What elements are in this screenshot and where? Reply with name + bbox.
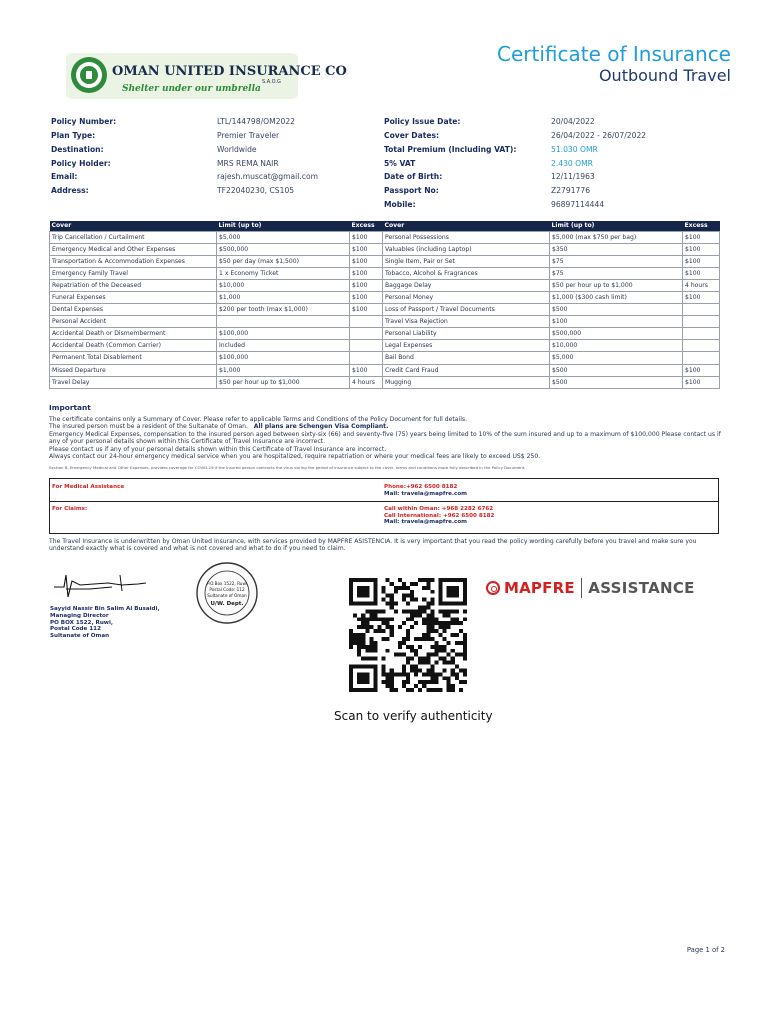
column-header: Limit (up to)	[217, 221, 350, 231]
address-value: TF22040230, CS105	[217, 186, 295, 195]
table-cell: $10,000	[217, 279, 350, 291]
stamp-line: P.O.Box 1522, Ruwi	[206, 581, 248, 586]
company-name: OMAN UNITED INSURANCE CO	[112, 64, 347, 79]
signer-postal-code: Postal Code 112	[50, 626, 101, 633]
assistance-box	[49, 478, 719, 534]
table-cell	[350, 352, 383, 364]
table-cell: Emergency Family Travel	[50, 267, 217, 279]
table-cell: Dental Expenses	[50, 304, 217, 316]
table-row	[50, 279, 720, 291]
claims-label: For Claims:	[52, 506, 88, 512]
table-cell: Transportation & Accommodation Expenses	[50, 255, 217, 267]
table-row	[50, 304, 720, 316]
signer-po-box: PO BOX 1522, Ruwi,	[50, 619, 114, 626]
table-cell	[683, 352, 720, 364]
important-line	[49, 423, 729, 430]
table-cell: Repatriation of the Deceased	[50, 279, 217, 291]
table-cell: $10,000	[550, 340, 683, 352]
column-header: Excess	[350, 221, 383, 231]
scan-to-verify-text: Scan to verify authenticity	[334, 709, 493, 723]
table-cell: Trip Cancellation / Curtailment	[50, 231, 217, 243]
table-cell: Mugging	[383, 376, 550, 388]
claims-mail-link[interactable]: Mail: travela@mapfre.com	[384, 519, 467, 526]
medical-mail-link[interactable]: Mail: travela@mapfre.com	[384, 490, 467, 497]
table-row	[50, 364, 720, 376]
cover-table	[49, 221, 720, 389]
total-premium-label: Total Premium (Including VAT):	[384, 145, 517, 154]
assistance-divider	[50, 501, 718, 502]
table-cell: $100,000	[217, 352, 350, 364]
column-header: Excess	[683, 221, 720, 231]
table-cell: $5,000	[550, 352, 683, 364]
table-cell	[217, 316, 350, 328]
table-cell: $100	[683, 376, 720, 388]
table-cell: $500	[550, 304, 683, 316]
claims-phone-intl: Call International: +962 6500 8182	[384, 512, 495, 519]
table-cell: $100,000	[217, 328, 350, 340]
logo-divider	[581, 578, 583, 598]
table-cell: 1 x Economy Ticket	[217, 267, 350, 279]
table-cell: $500	[550, 364, 683, 376]
medical-assistance-label: For Medical Assistance	[52, 484, 125, 490]
table-cell: $500,000	[550, 328, 683, 340]
table-cell: Valuables (including Laptop)	[383, 243, 550, 255]
plan-type-label: Plan Type:	[51, 131, 96, 140]
table-row	[50, 231, 720, 243]
table-cell: $100	[350, 279, 383, 291]
table-cell: Legal Expenses	[383, 340, 550, 352]
table-cell: $100	[683, 243, 720, 255]
mapfre-assistance-logo	[486, 578, 695, 598]
table-cell	[683, 316, 720, 328]
table-row	[50, 291, 720, 303]
table-cell: $100	[683, 267, 720, 279]
column-header: Cover	[383, 221, 550, 231]
covid-note: Section B, Emergency Medical and Other Expenses, provides coverage for COVID-19 if the insured person contracts the virus during the period of insurance subject to the cover, terms and conditions more fully described in the Policy Document.	[49, 465, 526, 470]
policy-number-label: Policy Number:	[51, 117, 117, 126]
total-premium-value: 51.030 OMR	[551, 145, 598, 154]
table-cell: Personal Accident	[50, 316, 217, 328]
mapfre-assistance-word: ASSISTANCE	[588, 579, 695, 597]
signer-country: Sultanate of Oman	[50, 633, 110, 640]
medical-contact	[384, 484, 467, 497]
cover-dates-label: Cover Dates:	[384, 131, 440, 140]
table-cell: 4 hours	[683, 279, 720, 291]
table-cell: $75	[550, 267, 683, 279]
policy-number-value: LTL/144798/OM2022	[217, 117, 296, 126]
certificate-title: Certificate of Insurance	[496, 42, 731, 66]
table-cell: Travel Delay	[50, 376, 217, 388]
destination-value: Worldwide	[217, 145, 257, 154]
stamp-line: Postal Code: 112	[209, 587, 245, 592]
signer-name: Sayyid Nassir Bin Salim Al Busaidi,	[50, 606, 160, 612]
table-cell: $100	[683, 255, 720, 267]
table-cell: $500,000	[217, 243, 350, 255]
company-tagline: Shelter under our umbrella	[122, 84, 261, 94]
table-cell: $50 per hour up to $1,000	[217, 376, 350, 388]
vat-value: 2.430 OMR	[551, 159, 593, 168]
table-cell: $100	[683, 364, 720, 376]
certificate-subtitle: Outbound Travel	[598, 66, 731, 85]
table-cell: Travel Visa Rejection	[383, 316, 550, 328]
signer-block	[50, 606, 160, 640]
table-cell: Accidental Death (Common Carrier)	[50, 340, 217, 352]
table-cell: Funeral Expenses	[50, 291, 217, 303]
table-cell: $100	[350, 291, 383, 303]
email-label: Email:	[51, 172, 78, 181]
table-cell: $1,000 ($300 cash limit)	[550, 291, 683, 303]
verification-qr-code[interactable]	[349, 578, 467, 692]
vat-label: 5% VAT	[384, 159, 416, 168]
passport-value: Z2791776	[551, 186, 591, 195]
table-cell: $350	[550, 243, 683, 255]
signer-title: Managing Director	[50, 612, 109, 619]
table-cell: $1,000	[217, 364, 350, 376]
table-cell: Included	[217, 340, 350, 352]
table-cell: $50 per day (max $1,500)	[217, 255, 350, 267]
signature-image	[50, 567, 150, 603]
important-line: Always contact our 24-hour emergency medical service when you are hospitalized, require repatriation or where your medical fees are likely to exceed US$ 250.	[49, 453, 541, 461]
table-row	[50, 328, 720, 340]
cover-table-header	[50, 221, 720, 231]
table-row	[50, 352, 720, 364]
passport-label: Passport No:	[384, 186, 439, 195]
table-cell: Loss of Passport / Travel Documents	[383, 304, 550, 316]
table-cell: $100	[350, 304, 383, 316]
medical-phone: Phone:+962 6500 8182	[384, 484, 458, 490]
table-cell: $5,000	[217, 231, 350, 243]
table-row	[50, 243, 720, 255]
claims-phone-oman: Call within Oman: +968 2282 6762	[384, 506, 494, 512]
issue-date-value: 20/04/2022	[551, 117, 595, 126]
address-label: Address:	[51, 186, 89, 195]
column-header: Limit (up to)	[550, 221, 683, 231]
issue-date-label: Policy Issue Date:	[384, 117, 461, 126]
table-cell: $100	[350, 255, 383, 267]
table-cell: Personal Money	[383, 291, 550, 303]
column-header: Cover	[50, 221, 217, 231]
plan-type-value: Premier Traveler	[217, 131, 280, 140]
table-cell: $1,000	[217, 291, 350, 303]
schengen-text: All plans are Schengen Visa Compliant.	[253, 423, 389, 431]
company-stamp	[195, 561, 259, 625]
table-cell: $100	[350, 243, 383, 255]
residency-text: The insured person must be a resident of the Sultanate of Oman.	[49, 423, 248, 431]
table-cell: $75	[550, 255, 683, 267]
underwriting-text: The Travel Insurance is underwritten by Oman United Insurance, with services provided by MAPFRE ASISTENCIA. It is very important that you read the policy wording carefully before you travel and make sure you understand exactly what is covered and what is not covered and what to do if you need to claim.	[49, 538, 697, 553]
table-row	[50, 267, 720, 279]
company-suffix: S.A.O.G	[262, 79, 281, 85]
claims-contact	[384, 506, 494, 526]
policy-holder-label: Policy Holder:	[51, 159, 111, 168]
page-number: Page 1 of 2	[686, 946, 725, 954]
dob-label: Date of Birth:	[384, 172, 443, 181]
mapfre-brand: MAPFRE	[504, 579, 575, 597]
table-cell: $100	[683, 231, 720, 243]
table-row	[50, 255, 720, 267]
table-cell	[350, 328, 383, 340]
table-cell: Missed Departure	[50, 364, 217, 376]
policy-holder-value: MRS REMA NAIR	[217, 159, 279, 168]
cover-dates-value: 26/04/2022 - 26/07/2022	[551, 131, 647, 140]
table-cell: $50 per hour up to $1,000	[550, 279, 683, 291]
table-cell	[683, 340, 720, 352]
stamp-line: Sultanate of Oman	[207, 593, 247, 598]
table-cell	[683, 304, 720, 316]
stamp-line: U/W. Dept.	[210, 601, 244, 607]
table-cell: $500	[550, 376, 683, 388]
table-cell: Credit Card Fraud	[383, 364, 550, 376]
important-heading: Important	[49, 403, 91, 412]
table-cell	[350, 340, 383, 352]
table-cell: $200 per tooth (max $1,000)	[217, 304, 350, 316]
table-cell: 4 hours	[350, 376, 383, 388]
important-line: Emergency Medical Expenses, compensation to the insured person aged between sixty-six (66) and seventy-five (75) years being limited to 10% of the sum insured and up to a maximum of $100,000 Please contact us if any of your personal details shown within this Certificate of Travel Insurance are incorrect.	[49, 430, 721, 446]
destination-label: Destination:	[51, 145, 104, 154]
table-row	[50, 376, 720, 388]
table-cell: $100	[550, 316, 683, 328]
table-cell: Emergency Medical and Other Expenses	[50, 243, 217, 255]
table-row	[50, 340, 720, 352]
mobile-value: 96897114444	[551, 200, 605, 209]
table-cell: Baggage Delay	[383, 279, 550, 291]
company-logo	[66, 53, 347, 99]
table-cell: Bail Bond	[383, 352, 550, 364]
important-line: Please contact us if any of your personal details shown within this Certificate of Travel Insurance are incorrect.	[49, 445, 387, 453]
table-row	[50, 316, 720, 328]
mobile-label: Mobile:	[384, 200, 416, 209]
table-cell: Personal Possessions	[383, 231, 550, 243]
table-cell: $100	[350, 267, 383, 279]
table-cell	[683, 328, 720, 340]
table-cell	[350, 316, 383, 328]
email-value: rajesh.muscat@gmail.com	[217, 172, 319, 181]
table-cell: $100	[350, 231, 383, 243]
table-cell: Single Item, Pair or Set	[383, 255, 550, 267]
table-cell: $100	[683, 291, 720, 303]
table-cell: Permanent Total Disablement	[50, 352, 217, 364]
important-line: The certificate contains only a Summary of Cover. Please refer to applicable Terms and Conditions of the Policy Document for full details.	[49, 416, 468, 423]
table-cell: $5,000 (max $750 per bag)	[550, 231, 683, 243]
table-cell: Accidental Death or Dismemberment	[50, 328, 217, 340]
dob-value: 12/11/1963	[551, 172, 595, 181]
table-cell: $100	[350, 364, 383, 376]
table-cell: Tobacco, Alcohol & Fragrances	[383, 267, 550, 279]
mapfre-logo-icon	[486, 581, 500, 595]
table-cell: Personal Liability	[383, 328, 550, 340]
important-text	[49, 416, 729, 460]
